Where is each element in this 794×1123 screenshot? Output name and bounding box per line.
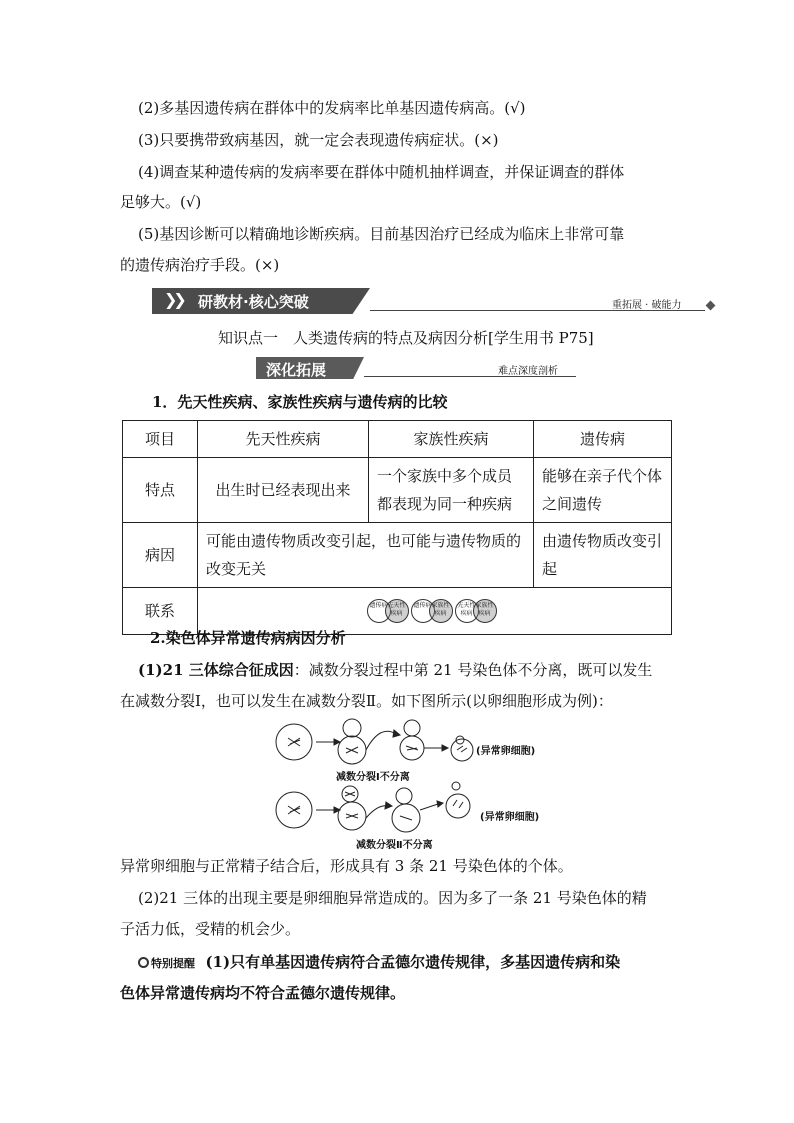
special-note-label: 特别提醒 xyxy=(151,957,195,970)
cell-genetic-cause: 由遗传物质改变引起 xyxy=(534,523,672,588)
special-note-line2: 色体异常遗传病均不符合孟德尔遗传规律。 xyxy=(120,984,406,1002)
section-2-heading: 2.染色体异常遗传病病因分析 xyxy=(150,629,346,647)
diamond-icon xyxy=(706,301,716,311)
cell-shared-cause: 可能由遗传物质改变引起，也可能与遗传物质的改变无关 xyxy=(198,523,534,588)
special-note-line1 xyxy=(138,952,620,974)
venn-circle: 家族性疾病 xyxy=(473,599,497,623)
comparison-table xyxy=(122,420,672,635)
venn-circle: 家族性疾病 xyxy=(429,599,453,623)
header-item: 项目 xyxy=(123,421,198,458)
table-header-row xyxy=(123,421,672,458)
special-note-text-1: (1)只有单基因遗传病符合孟德尔遗传规律，多基因遗传病和染 xyxy=(205,953,621,971)
maternal-origin-line1: (2)21 三体的出现主要是卵细胞异常造成的。因为多了一条 21 号染色体的精 xyxy=(138,889,647,907)
venn-circle: 遗传病 xyxy=(411,599,435,623)
deep-banner-subtitle: 难点深度剖析 xyxy=(498,366,558,377)
cell-familial-features: 一个家族中多个成员都表现为同一种疾病 xyxy=(369,458,534,523)
header-familial: 家族性疾病 xyxy=(369,421,534,458)
statement-2: (2)多基因遗传病在群体中的发病率比单基因遗传病高。(√) xyxy=(138,99,526,117)
header-congenital: 先天性疾病 xyxy=(198,421,369,458)
deep-banner-title: 深化拓展 xyxy=(266,361,327,379)
header-genetic: 遗传病 xyxy=(534,421,672,458)
table-row-cause xyxy=(123,523,672,588)
venn-diagram xyxy=(206,598,663,624)
after-figure-text: 异常卵细胞与正常精子结合后，形成具有 3 条 21 号染色体的个体。 xyxy=(120,857,573,875)
label-abnormal-egg-2: (异常卵细胞) xyxy=(480,812,540,823)
chevron-double-icon: ❯❯ xyxy=(164,290,183,309)
caption-meiosis-2: 减数分裂Ⅱ不分离 xyxy=(356,840,433,851)
venn-circle: 先天性疾病 xyxy=(385,599,409,623)
venn-circle: 遗传病 xyxy=(367,599,391,623)
statement-5-line2: 的遗传病治疗手段。(×) xyxy=(120,256,280,274)
statement-3: (3)只要携带致病基因，就一定会表现遗传病症状。(×) xyxy=(138,131,499,149)
banner-title: 研教材·核心突破 xyxy=(198,293,309,311)
cell-congenital-features: 出生时已经表现出来 xyxy=(198,458,369,523)
section-banner xyxy=(152,288,718,314)
caption-meiosis-1: 减数分裂Ⅰ不分离 xyxy=(336,772,410,783)
row-label-features: 特点 xyxy=(123,458,198,523)
row-label-cause: 病因 xyxy=(123,523,198,588)
label-abnormal-egg-1: (异常卵细胞) xyxy=(476,746,536,757)
venn-circle: 先天性疾病 xyxy=(455,599,479,623)
maternal-origin-line2: 子活力低，受精的机会少。 xyxy=(120,920,301,938)
statement-4-line2: 足够大。(√) xyxy=(120,193,202,211)
trisomy-bold-lead: (1)21 三体综合征成因 xyxy=(138,661,294,679)
cell-genetic-features: 能够在亲子代个体之间遗传 xyxy=(534,458,672,523)
row-label-link: 联系 xyxy=(123,588,198,635)
nondisjunction-figure xyxy=(270,714,560,851)
section-1-heading: 1．先天性疾病、家族性疾病与遗传病的比较 xyxy=(152,393,448,411)
knowledge-point-title: 知识点一 人类遗传病的特点及病因分析[学生用书 P75] xyxy=(218,329,594,347)
deep-expansion-banner xyxy=(256,357,576,379)
target-icon xyxy=(138,957,149,968)
banner-subtitle: 重拓展 · 破能力 xyxy=(612,300,682,311)
trisomy-paragraph-line1 xyxy=(138,660,652,680)
statement-5-line1: (5)基因诊断可以精确地诊断疾病。目前基因治疗已经成为临床上非常可靠 xyxy=(138,225,625,243)
statement-4-line1: (4)调查某种遗传病的发病率要在群体中随机抽样调查，并保证调查的群体 xyxy=(138,163,625,181)
table-row-features xyxy=(123,458,672,523)
trisomy-paragraph-line2: 在减数分裂Ⅰ，也可以发生在减数分裂Ⅱ。如下图所示(以卵细胞形成为例)： xyxy=(120,692,613,710)
trisomy-rest: ：减数分裂过程中第 21 号染色体不分离，既可以发生 xyxy=(293,661,653,679)
